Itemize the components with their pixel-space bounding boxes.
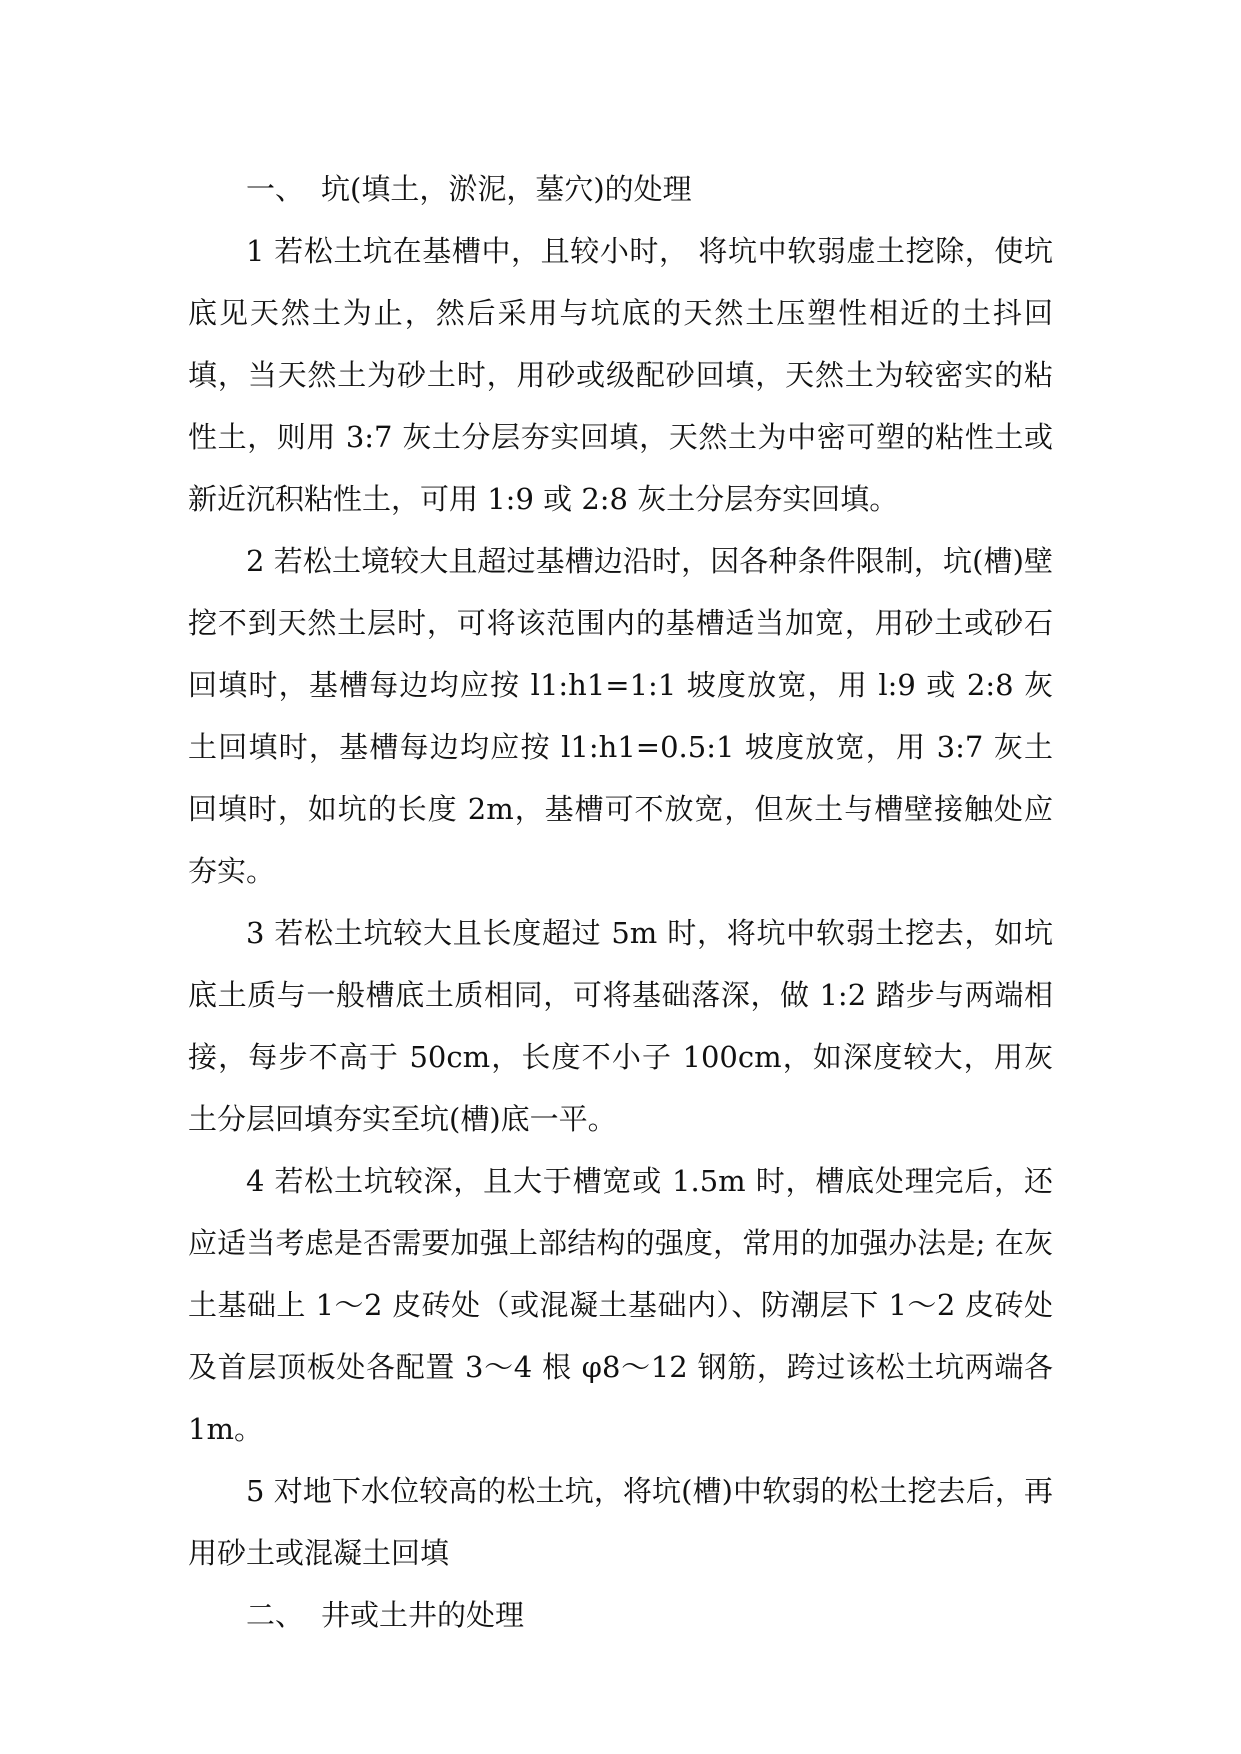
section-number-2: 二、	[246, 1598, 305, 1632]
section-heading-2	[188, 1584, 1053, 1646]
paragraph-4: 4 若松土坑较深，且大于槽宽或 1.5m 时，槽底处理完后，还应适当考虑是否需要加强上部结构的强度，常用的加强办法是; 在灰土基础上 1～2 皮砖处（或混凝土基础内）、防潮层下 1～2 皮砖处及首层顶板处各配置 3～4 根 φ8～12 钢筋，跨过该松土坑两端各 1m。	[188, 1164, 1053, 1446]
section-heading-1	[188, 158, 1053, 220]
section-title-1: 坑(填土，淤泥，墓穴)的处理	[321, 172, 692, 206]
section-number-1: 一、	[246, 172, 305, 206]
document-page	[188, 158, 1053, 1646]
paragraph-2: 2 若松土境较大且超过基槽边沿时，因各种条件限制，坑(槽)壁挖不到天然土层时，可将该范围内的基槽适当加宽，用砂土或砂石回填时，基槽每边均应按 l1:h1=1:1 坡度放宽，用 l:9 或 2:8 灰土回填时，基槽每边均应按 l1:h1=0.5:1 坡度放宽，用 3:7 灰土回填时，如坑的长度 2m，基槽可不放宽，但灰土与槽壁接触处应夯实。	[188, 544, 1053, 888]
paragraph-5: 5 对地下水位较高的松土坑，将坑(槽)中软弱的松土挖去后，再用砂土或混凝土回填	[188, 1474, 1053, 1570]
paragraph-3: 3 若松土坑较大且长度超过 5m 时，将坑中软弱土挖去，如坑底土质与一般槽底土质相同，可将基础落深，做 1:2 踏步与两端相接，每步不高于 50cm，长度不小子 100cm，如深度较大，用灰土分层回填夯实至坑(槽)底一平。	[188, 916, 1053, 1136]
section-title-2: 井或土井的处理	[321, 1598, 525, 1632]
paragraph-1: 1 若松土坑在基槽中，且较小时， 将坑中软弱虚土挖除，使坑底见天然土为止，然后采用与坑底的天然土压塑性相近的土抖回填，当天然土为砂土时，用砂或级配砂回填，天然土为较密实的粘性土，则用 3:7 灰土分层夯实回填，天然土为中密可塑的粘性土或新近沉积粘性土，可用 1:9 或 2:8 灰土分层夯实回填。	[188, 234, 1053, 516]
